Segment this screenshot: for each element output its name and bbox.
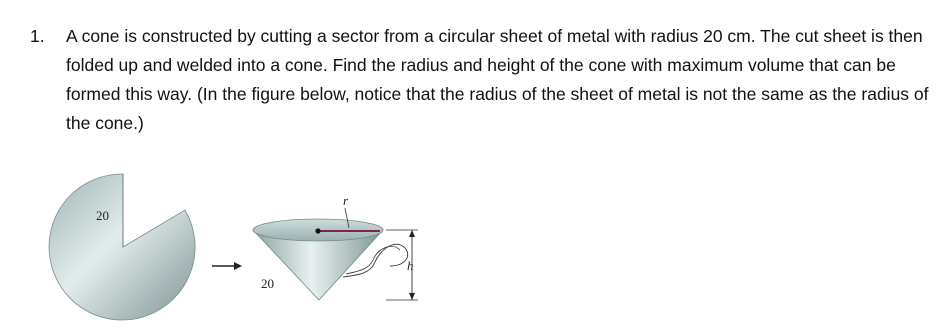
cone-center-dot <box>315 228 320 233</box>
problem-number: 1. <box>30 26 45 46</box>
sheet-radius-label: 20 <box>96 208 109 223</box>
sheet-body <box>49 174 195 320</box>
height-dimension <box>386 230 418 300</box>
cone <box>253 193 418 300</box>
cone-height-label: h <box>407 258 414 273</box>
cone-radius-label: r <box>343 193 349 208</box>
transform-arrow <box>212 262 242 270</box>
cone-slant-label: 20 <box>261 276 274 291</box>
problem-text: A cone is constructed by cutting a sector from a circular sheet of metal with radius 20 cm. The cut sheet is then folded up and welded into a cone. Find the radius and height of the cone with maximum volume that can be formed this way. (In the figure below, notice that the radius of the sheet of metal is not the same as the radius of the cone.) <box>66 26 929 133</box>
cone-construction-figure <box>40 170 440 330</box>
problem-statement <box>30 22 930 138</box>
cut-sheet <box>49 174 195 320</box>
